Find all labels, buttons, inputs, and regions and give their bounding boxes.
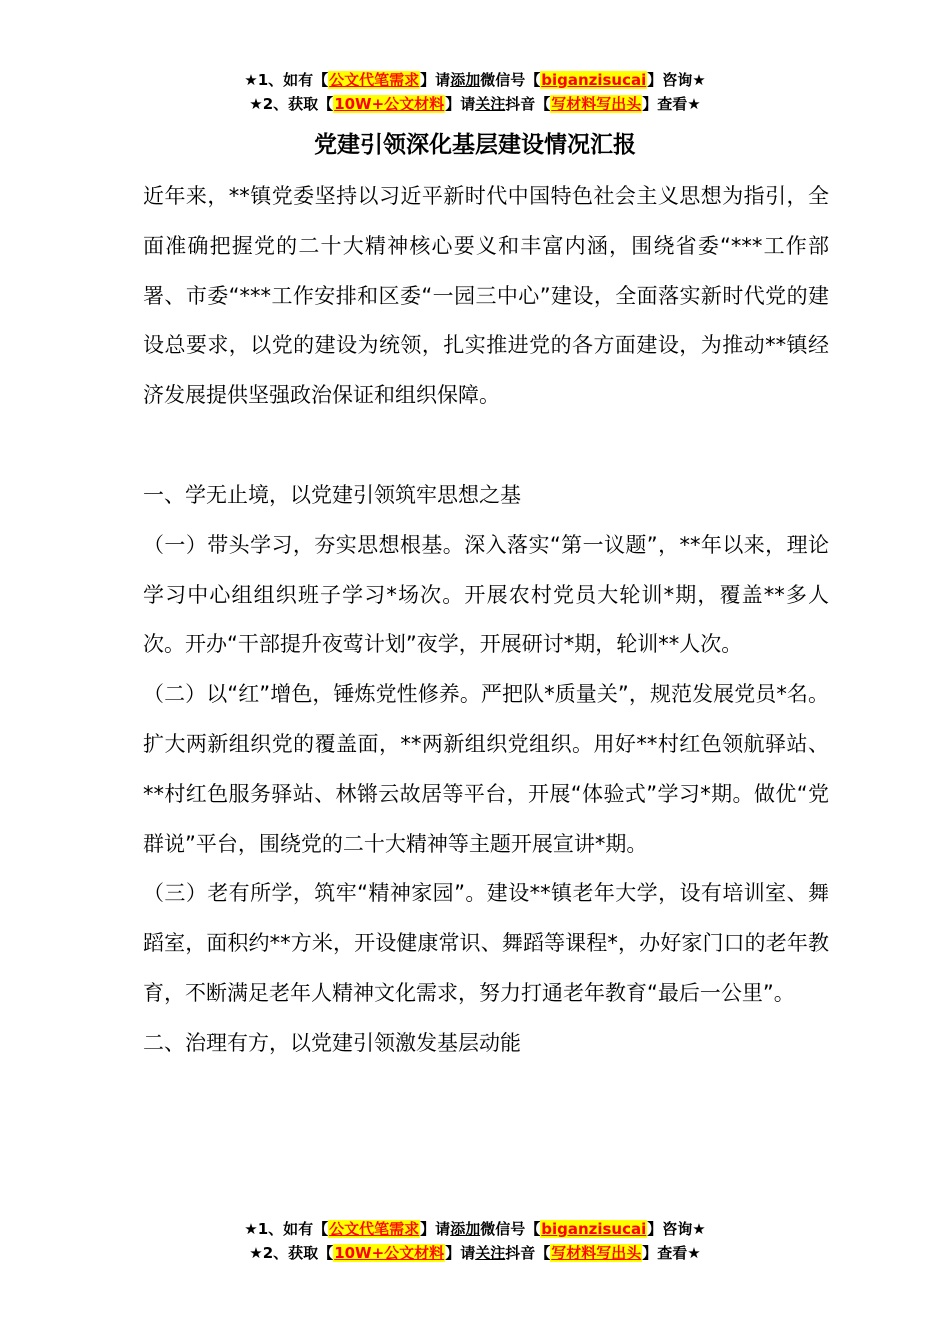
promo-line-2 <box>0 1241 950 1265</box>
promo-line2-underline: 关注 <box>475 95 506 113</box>
section-1-item-1: （一）带头学习，夯实思想根基。深入落实“第一议题”，**年以来，理论学习中心组组织班子学习*场次。开展农村党员大轮训*期，覆盖**多人次。开办“干部提升夜莺计划”夜学，开展研讨*期，轮训**人次。 <box>143 532 829 657</box>
promo-line2-text-b: 】请 <box>445 95 476 113</box>
promo-materials-highlight: 10W+公文材料 <box>334 1244 445 1262</box>
promo-line-1 <box>0 1217 950 1241</box>
paragraph-spacer <box>143 421 829 471</box>
promo-line-2 <box>0 92 950 116</box>
promo-line1-text-d: 】咨询★ <box>647 1220 706 1238</box>
promo-line1-text-a: ★1、如有【 <box>244 1220 329 1238</box>
promo-line2-text-a: ★2、获取【 <box>249 1244 334 1262</box>
promo-line1-text-a: ★1、如有【 <box>244 71 329 89</box>
section-1-item-3: （三）老有所学，筑牢“精神家园”。建设**镇老年大学，设有培训室、舞蹈室，面积约**方米，开设健康常识、舞蹈等课程*，办好家门口的老年教育，不断满足老年人精神文化需求，努力打通老年教育“最后一公里”。 <box>143 881 829 1005</box>
promo-line2-text-d: 】查看★ <box>642 1244 701 1262</box>
promo-line-1 <box>0 68 950 92</box>
section-1-heading: 一、学无止境，以党建引领筑牢思想之基 <box>143 482 521 507</box>
promo-line2-text-c: 抖音【 <box>505 1244 551 1262</box>
promo-line2-text-c: 抖音【 <box>505 95 551 113</box>
document-body <box>143 172 829 1069</box>
promo-wechat-id: biganzisucai <box>541 71 647 89</box>
top-promo-banner <box>0 68 950 116</box>
promo-line1-underline: 添加 <box>450 71 481 89</box>
promo-douyin-account: 写材料写出头 <box>551 95 642 113</box>
promo-line1-text-c: 微信号【 <box>480 1220 541 1238</box>
promo-wechat-id: biganzisucai <box>541 1220 647 1238</box>
promo-service-highlight: 公文代笔需求 <box>329 71 420 89</box>
promo-materials-highlight: 10W+公文材料 <box>334 95 445 113</box>
promo-line1-text-b: 】请 <box>420 1220 451 1238</box>
promo-line2-text-d: 】查看★ <box>642 95 701 113</box>
section-2-heading: 二、治理有方，以党建引领激发基层动能 <box>143 1030 521 1055</box>
section-1-item-2: （二）以“红”增色，锤炼党性修养。严把队*质量关”，规范发展党员*名。扩大两新组织党的覆盖面，**两新组织党组织。用好**村红色领航驿站、**村红色服务驿站、林锵云故居等平台，开展“体验式”学习*期。做优“党群说”平台，围绕党的二十大精神等主题开展宣讲*期。 <box>143 682 829 856</box>
promo-line1-text-d: 】咨询★ <box>647 71 706 89</box>
document-title: 党建引领深化基层建设情况汇报 <box>314 132 636 158</box>
promo-line1-text-b: 】请 <box>420 71 451 89</box>
promo-line2-text-a: ★2、获取【 <box>249 95 334 113</box>
promo-line1-text-c: 微信号【 <box>480 71 541 89</box>
promo-douyin-account: 写材料写出头 <box>551 1244 642 1262</box>
bottom-promo-banner <box>0 1217 950 1265</box>
promo-service-highlight: 公文代笔需求 <box>329 1220 420 1238</box>
promo-line2-text-b: 】请 <box>445 1244 476 1262</box>
promo-line1-underline: 添加 <box>450 1220 481 1238</box>
promo-line2-underline: 关注 <box>475 1244 506 1262</box>
intro-paragraph: 近年来，**镇党委坚持以习近平新时代中国特色社会主义思想为指引，全面准确把握党的二十大精神核心要义和丰富内涵，围绕省委“***工作部署、市委“***工作安排和区委“一园三中心”建设，全面落实新时代党的建设总要求，以党的建设为统领，扎实推进党的各方面建设，为推动**镇经济发展提供坚强政治保证和组织保障。 <box>143 184 829 408</box>
